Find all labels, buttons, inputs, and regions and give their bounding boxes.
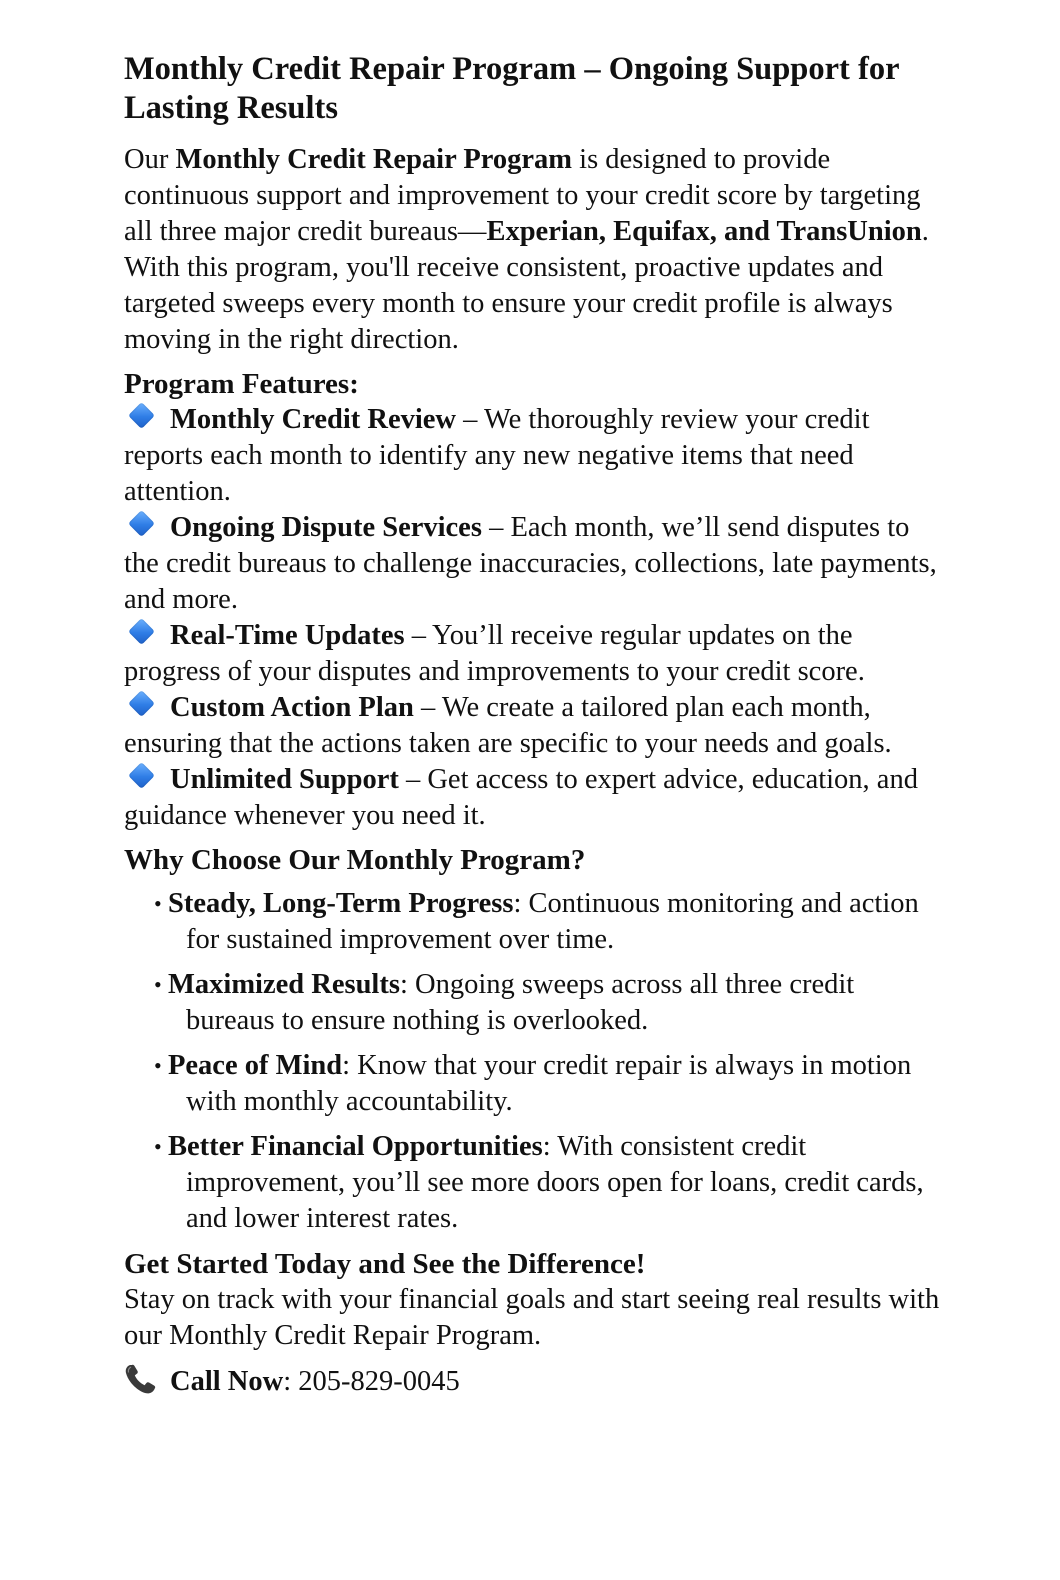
bullet-dot-icon: • — [154, 972, 162, 997]
feature-text: – We create a tailored plan each month, ensuring that the actions taken are specific to your needs and goals. — [124, 692, 892, 759]
why-heading: Why Choose Our Monthly Program? — [124, 844, 586, 876]
features-heading: Program Features: — [124, 368, 359, 400]
blue-diamond-icon — [124, 619, 158, 647]
why-item-title: Peace of Mind — [168, 1050, 343, 1081]
blue-diamond-icon — [124, 511, 158, 539]
intro-text-2: is designed to provide continuous support and improvement to your credit score by targeting all three major credit bureaus— — [124, 144, 921, 247]
feature-title: Monthly Credit Review — [170, 404, 457, 435]
feature-title: Ongoing Dispute Services — [170, 512, 482, 543]
why-item-title: Better Financial Opportunities — [168, 1131, 543, 1162]
why-item-title: Maximized Results — [168, 969, 400, 1000]
intro-text-1: Our — [124, 144, 176, 175]
list-item — [154, 886, 940, 958]
why-item-text: : Ongoing sweeps across all three credit bureaus to ensure nothing is overlooked. — [186, 969, 855, 1036]
feature-text: – Each month, we’ll send disputes to the credit bureaus to challenge inaccuracies, collections, late payments, and more. — [124, 512, 937, 615]
feature-title: Custom Action Plan — [170, 692, 414, 723]
cta-heading: Get Started Today and See the Difference! — [124, 1248, 646, 1280]
blue-diamond-icon — [124, 691, 158, 719]
bullet-dot-icon: • — [154, 1134, 162, 1159]
phone-number: 205-829-0045 — [298, 1366, 460, 1397]
feature-title: Unlimited Support — [170, 764, 399, 795]
page-title: Monthly Credit Repair Program – Ongoing Support for Lasting Results — [124, 51, 899, 126]
intro-paragraph — [124, 142, 940, 358]
bullet-dot-icon: • — [154, 891, 162, 916]
cta-text: Stay on track with your financial goals and start seeing real results with our Monthly Credit Repair Program. — [124, 1284, 940, 1351]
feature-text: – We thoroughly review your credit reports each month to identify any new negative items that need attention. — [124, 404, 870, 507]
bullet-dot-icon: • — [154, 1053, 162, 1078]
why-list — [124, 886, 940, 1237]
list-item — [154, 967, 940, 1039]
intro-bureaus: Experian, Equifax, and TransUnion — [486, 216, 922, 247]
blue-diamond-icon — [124, 403, 158, 431]
why-item-text: : Know that your credit repair is always in motion with monthly accountability. — [186, 1050, 912, 1117]
telephone-receiver-icon — [124, 1362, 162, 1396]
feature-item — [124, 618, 940, 690]
features-list — [124, 402, 940, 834]
list-item — [154, 1048, 940, 1120]
feature-item — [124, 762, 940, 834]
feature-text: – Get access to expert advice, education, and guidance whenever you need it. — [124, 764, 918, 831]
why-item-text: : With consistent credit improvement, you’ll see more doors open for loans, credit cards, and lower interest rates. — [186, 1131, 924, 1234]
feature-title: Real-Time Updates — [170, 620, 405, 651]
intro-program-name: Monthly Credit Repair Program — [175, 144, 573, 175]
intro-text-3: . With this program, you'll receive consistent, proactive updates and targeted sweeps every month to ensure your credit profile is always moving in the right direction. — [124, 216, 929, 355]
call-now-label: Call Now — [170, 1366, 284, 1397]
feature-item — [124, 510, 940, 618]
why-item-text: : Continuous monitoring and action for sustained improvement over time. — [186, 888, 919, 955]
blue-diamond-icon — [124, 763, 158, 791]
feature-item — [124, 690, 940, 762]
feature-text: – You’ll receive regular updates on the progress of your disputes and improvements to your credit score. — [124, 620, 865, 687]
why-item-title: Steady, Long-Term Progress — [168, 888, 514, 919]
call-separator: : — [283, 1366, 299, 1397]
call-now-line — [124, 1362, 940, 1400]
feature-item — [124, 402, 940, 510]
list-item — [154, 1129, 940, 1237]
